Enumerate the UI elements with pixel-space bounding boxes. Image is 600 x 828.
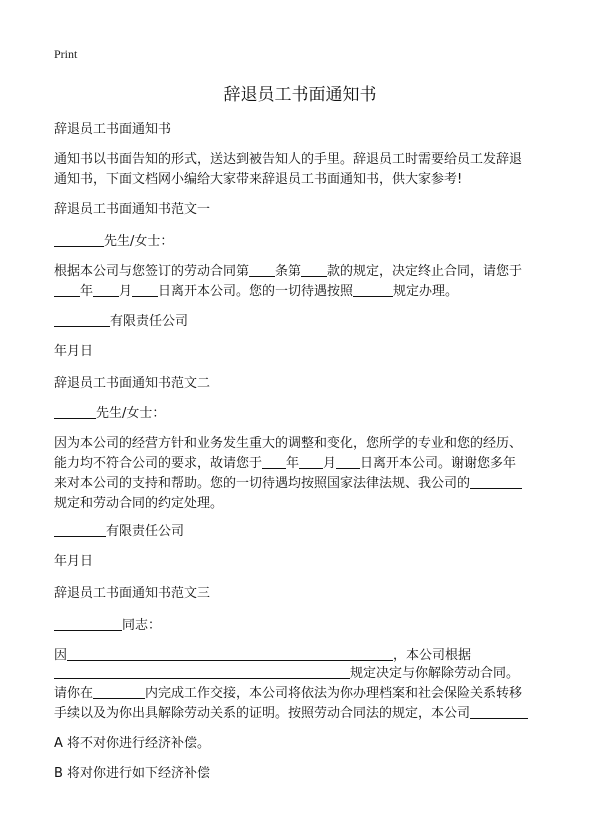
body-text: 月 <box>119 284 133 299</box>
sample1-body-line-1 <box>54 262 522 282</box>
body-text: 规定决定与你解除劳动合同。 <box>350 666 520 681</box>
body-text: 请你在 <box>54 686 94 701</box>
sample1-company-line <box>54 312 188 332</box>
blank-field <box>262 454 286 469</box>
body-text: 年 <box>80 284 94 299</box>
document-subtitle: 辞退员工书面通知书 <box>54 122 172 137</box>
sample3-heading: 辞退员工书面通知书范文三 <box>54 586 211 601</box>
salutation-text: 同志： <box>122 618 162 633</box>
blank-field <box>54 616 122 631</box>
sample3-body-line-2 <box>54 664 519 684</box>
body-text: 手续以及为你出具解除劳动关系的证明。按照劳动合同法的规定，本公司 <box>54 706 471 721</box>
sample1-body-line-2 <box>54 282 458 302</box>
sample3-option-a: A 将不对你进行经济补偿。 <box>54 736 211 751</box>
sample3-salutation-line <box>54 616 161 636</box>
body-text: 因 <box>54 648 68 663</box>
sample2-company-line <box>54 522 184 542</box>
blank-field <box>54 522 106 537</box>
blank-field <box>249 262 275 277</box>
body-text: 根据本公司与您签订的劳动合同第 <box>54 264 250 279</box>
blank-field <box>54 282 80 297</box>
salutation-text: 先生/女士： <box>96 406 166 421</box>
company-text: 有限责任公司 <box>106 524 185 539</box>
page-title: 辞退员工书面通知书 <box>223 85 377 105</box>
body-text: 条第 <box>275 264 302 279</box>
body-text: 日离开本公司。您的一切待遇按照 <box>158 284 354 299</box>
intro-line-2: 通知书，下面文档网小编给大家带来辞退员工书面通知书，供大家参考! <box>54 172 463 187</box>
blank-field <box>301 262 327 277</box>
sample1-heading: 辞退员工书面通知书范文一 <box>54 202 211 217</box>
body-text: 内完成工作交接，本公司将依法为你办理档案和社会保险关系转移 <box>145 686 523 701</box>
print-link[interactable]: Print <box>54 47 78 61</box>
body-text: ，本公司根据 <box>393 648 472 663</box>
body-text: 能力均不符合公司的要求，故请您于 <box>54 456 263 471</box>
sample2-body-line-4: 规定和劳动合同的约定处理。 <box>54 496 224 511</box>
salutation-text: 先生/女士： <box>104 234 174 249</box>
sample1-salutation-line <box>54 232 173 252</box>
blank-field <box>353 282 393 297</box>
sample1-date: 年月日 <box>54 344 94 359</box>
sample2-body-line-1: 因为本公司的经营方针和业务发生重大的调整和变化，您所学的专业和您的经历、 <box>54 436 523 451</box>
body-text: 日离开本公司。谢谢您多年 <box>360 456 517 471</box>
sample3-body-line-3 <box>54 684 522 704</box>
blank-field <box>299 454 323 469</box>
sample2-body-line-3 <box>54 474 522 494</box>
body-text: 规定办理。 <box>393 284 459 299</box>
sample3-body-line-1 <box>54 646 471 666</box>
blank-field <box>93 282 119 297</box>
blank-field <box>132 282 158 297</box>
body-text: 年 <box>286 456 300 471</box>
body-text: 月 <box>323 456 337 471</box>
blank-field <box>470 704 528 719</box>
sample2-salutation-line <box>54 404 165 424</box>
company-text: 有限责任公司 <box>110 314 189 329</box>
sample2-body-line-2 <box>54 454 516 474</box>
blank-field <box>470 474 522 489</box>
blank-field <box>54 312 110 327</box>
blank-field <box>93 684 145 699</box>
sample3-option-b: B 将对你进行如下经济补偿 <box>54 766 211 781</box>
body-text: 款的规定，决定终止合同，请您于 <box>327 264 523 279</box>
blank-field <box>336 454 360 469</box>
body-text: 来对本公司的支持和帮助。您的一切待遇均按照国家法律法规、我公司的 <box>54 476 471 491</box>
blank-field <box>54 232 104 247</box>
sample2-date: 年月日 <box>54 554 94 569</box>
intro-line-1: 通知书以书面告知的形式，送达到被告知人的手里。辞退员工时需要给员工发辞退 <box>54 152 523 167</box>
blank-field <box>67 646 393 661</box>
blank-field <box>54 404 96 419</box>
sample3-body-line-4 <box>54 704 528 724</box>
sample2-heading: 辞退员工书面通知书范文二 <box>54 376 211 391</box>
blank-field <box>54 664 350 679</box>
